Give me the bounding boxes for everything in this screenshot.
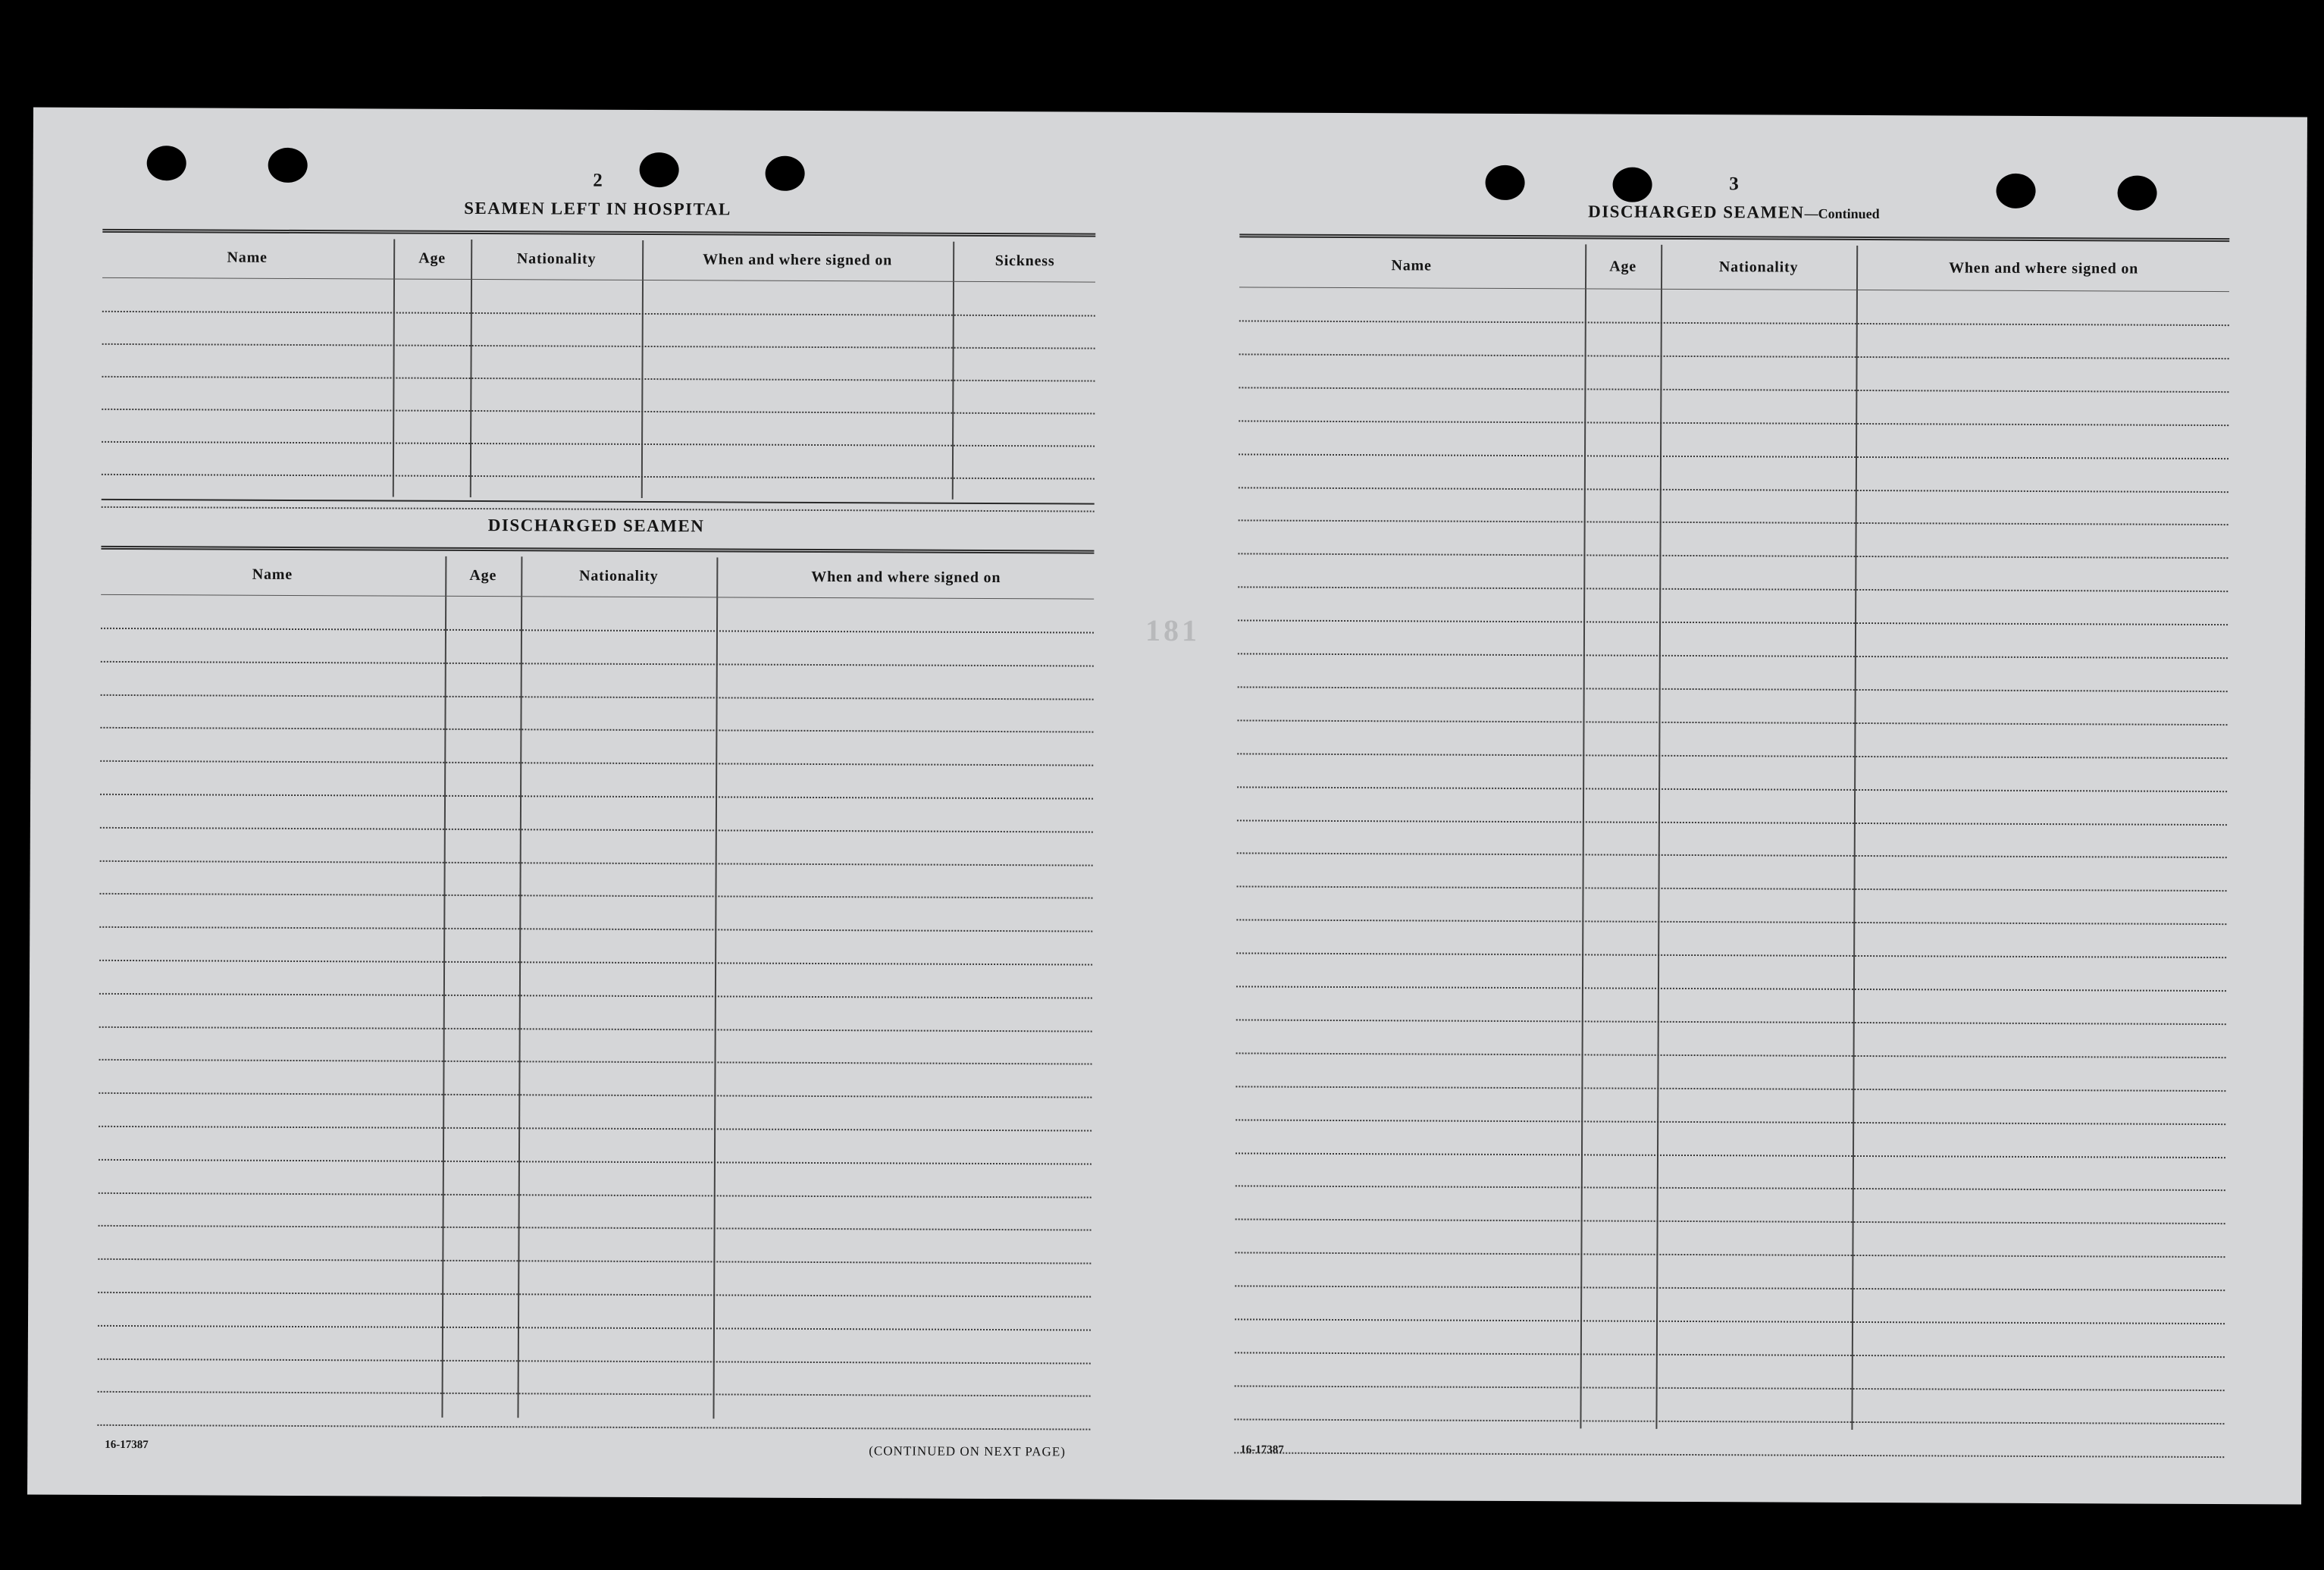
continued-title-rule [1239,233,2229,242]
table-row [1237,886,2227,892]
table-row [1239,353,2229,359]
table-row [1239,487,2228,493]
bleed-through-mark: 181 [1145,613,1201,648]
table-row [1236,920,2226,926]
form-number-right: 16-17387 [1240,1443,1284,1456]
table-row [101,628,1094,634]
discharged-rows-left [101,555,1094,559]
table-row [99,960,1092,966]
table-row [1238,587,2228,593]
column-header-sickness: Sickness [994,252,1055,270]
table-row [1235,1285,2225,1291]
discharged-rows-right [1239,243,2229,247]
column-header-age: Age [418,249,446,267]
table-row [99,1192,1092,1198]
table-row [1238,619,2228,625]
table-row [99,1225,1092,1231]
table-row [102,343,1095,349]
hospital-bottom-rule [102,499,1095,505]
table-row [1239,320,2229,326]
table-row [1235,1252,2225,1258]
table-row [1239,420,2228,426]
table-row [99,1159,1092,1165]
column-header-when-where: When and where signed on [703,251,893,269]
hospital-table [102,238,1095,500]
hospital-title-rule [102,229,1095,237]
table-row [1236,1052,2226,1058]
form-number-left: 16-17387 [105,1438,149,1452]
punch-hole [1485,165,1524,200]
table-row [100,760,1093,766]
column-header-name: Name [227,249,268,266]
continued-note: (CONTINUED ON NEXT PAGE) [869,1443,1066,1459]
table-row [1235,1385,2225,1391]
table-row [100,794,1093,800]
manifest-sheet [27,107,2307,1504]
table-row [98,1391,1091,1397]
column-header-nationality: Nationality [1718,259,1799,276]
table-row [102,474,1095,480]
table-row [98,1358,1091,1364]
column-header-age: Age [469,566,497,584]
table-row [1236,1019,2226,1025]
table-row [100,727,1093,733]
column-header-nationality: Nationality [516,250,597,268]
column-header-when-where: When and where signed on [811,568,1001,587]
table-row [1236,1119,2225,1125]
table-row [98,1258,1091,1264]
column-divider [713,557,718,1418]
punch-hole [640,152,679,187]
table-row [1235,1352,2225,1358]
table-row [100,860,1093,866]
table-row [102,376,1095,382]
table-row [1237,786,2227,792]
column-header-name: Name [252,566,293,583]
table-row [1236,1086,2225,1092]
page-number-right: 3 [1729,174,1739,195]
table-row [100,827,1093,833]
table-row [102,506,1095,512]
table-row [1237,753,2227,759]
table-row [97,1424,1090,1431]
column-divider [441,556,446,1418]
table-row [98,1325,1091,1331]
discharged-table-right [1234,243,2229,1431]
column-header-age: Age [1609,258,1637,275]
table-row [99,1026,1092,1032]
column-divider [393,240,395,497]
hospital-section-title: SEAMEN LEFT IN HOSPITAL [464,198,731,219]
table-row [102,441,1095,447]
continued-section-title-main: DISCHARGED SEAMEN [1588,202,1805,222]
table-row [1237,819,2227,826]
column-divider [517,556,522,1418]
header-underline [102,277,1095,283]
page-number-left: 2 [593,170,603,191]
discharged-title-rule [101,546,1094,554]
table-row [1234,1418,2224,1424]
table-row [1237,853,2227,859]
table-row [1236,986,2226,992]
discharged-table-left [97,555,1094,1421]
table-row [99,926,1092,932]
table-row [1239,387,2228,393]
table-row [1236,952,2226,958]
table-row [1238,553,2228,559]
table-row [99,1126,1092,1132]
table-row [99,1059,1092,1065]
table-row [1238,653,2228,659]
punch-hole [2117,175,2156,210]
table-row [1236,1152,2225,1158]
table-row [102,311,1095,317]
table-row [102,409,1095,415]
table-row [1236,1219,2225,1225]
table-row [99,1092,1092,1098]
hospital-rows [102,238,1095,243]
punch-hole [147,146,186,180]
table-row [1237,719,2227,725]
table-row [99,893,1092,899]
table-row [1239,453,2228,459]
table-row [101,694,1094,700]
header-underline [1239,287,2229,292]
table-row [99,993,1092,999]
table-row [1235,1318,2225,1324]
table-row [101,661,1094,667]
column-header-when-where: When and where signed on [1949,259,2139,277]
table-row [1239,520,2228,526]
column-header-nationality: Nationality [579,567,659,585]
continued-section-title-sub: —Continued [1804,205,1880,222]
column-header-name: Name [1391,257,1432,274]
punch-hole [766,156,805,191]
punch-hole [268,148,308,183]
header-underline [101,594,1094,600]
continued-section-title [1392,201,2075,224]
column-divider [952,242,954,500]
table-row [98,1292,1091,1298]
table-row [1238,686,2228,692]
discharged-section-title: DISCHARGED SEAMEN [487,515,705,536]
table-row [1234,1452,2224,1458]
table-row [1236,1186,2225,1192]
punch-hole [1612,168,1652,202]
